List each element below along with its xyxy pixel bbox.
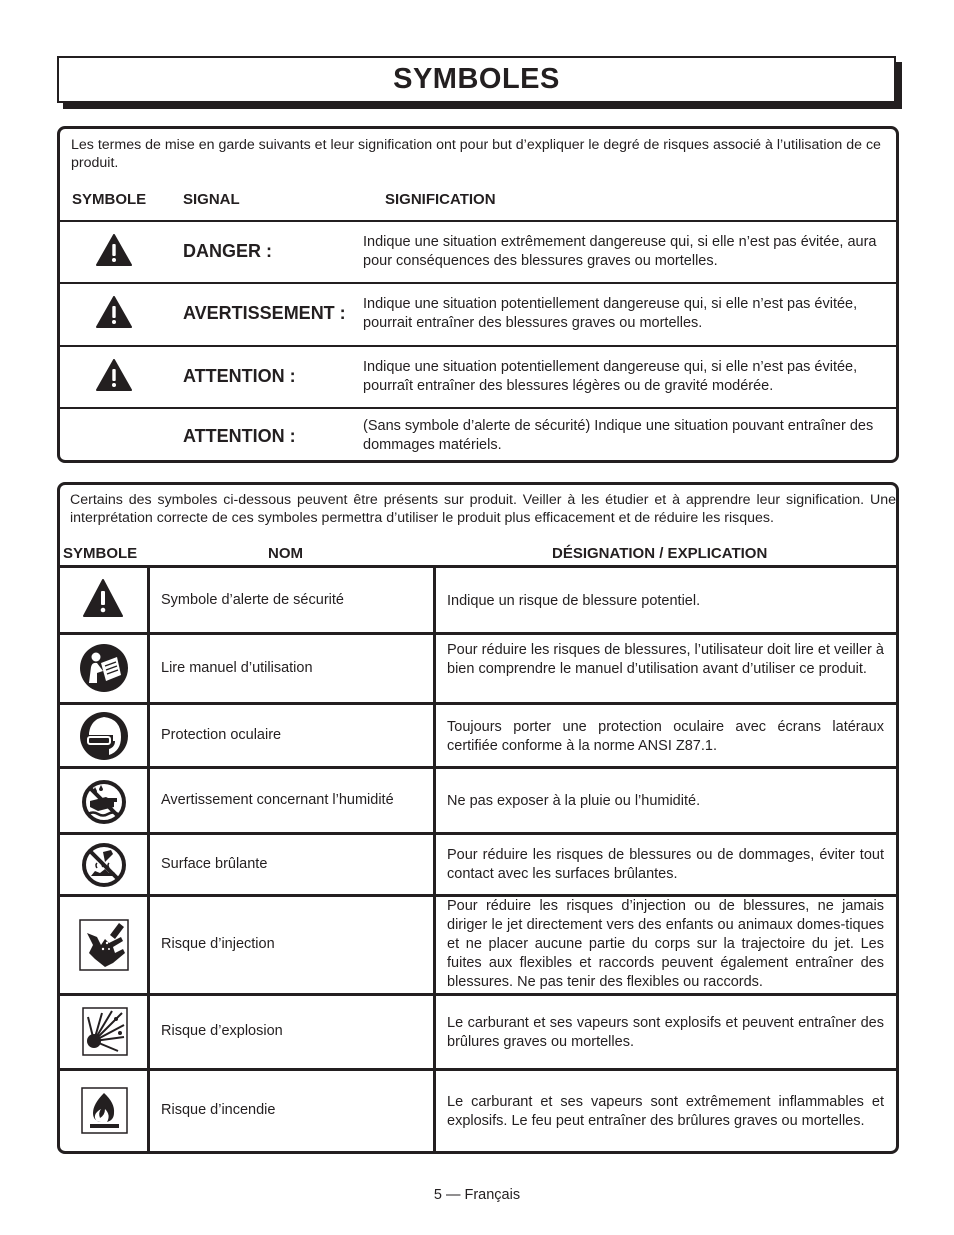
page-title-box <box>57 56 896 103</box>
wet-conditions-icon <box>81 779 127 825</box>
column-divider <box>433 565 436 1154</box>
symbol-desc: Pour réduire les risques d’injection ou de blessures, ne jamais diriger le jet directement vers des enfants ou animaux domes-tiques et ne placer aucune partie du corps sur la trajectoire du jet. Les fuites aux flexibles et raccords peuvent également entraîner des blessures. Ne pas tenir des flexibles ou raccords. <box>447 898 884 990</box>
symbol-name: Surface brûlante <box>161 856 268 872</box>
warning-triangle-icon <box>96 359 132 391</box>
symbol-name: Risque d’injection <box>161 936 275 952</box>
symbols-header-name: NOM <box>268 545 303 562</box>
symbols-header-symbol: SYMBOLE <box>63 545 138 562</box>
divider <box>60 220 896 222</box>
divider <box>60 766 896 769</box>
divider <box>60 832 896 835</box>
symbol-name: Protection oculaire <box>161 727 282 743</box>
eye-protection-icon <box>79 711 129 761</box>
signal-header-symbol: SYMBOLE <box>72 191 147 208</box>
divider <box>60 565 896 568</box>
signal-desc-warning: Indique une situation potentiellement dangereuse qui, si elle n’est pas évitée, pourrait entraîner des blessures graves ou mortelles. <box>363 296 858 331</box>
warning-triangle-icon <box>96 234 132 266</box>
signal-header-signal: SIGNAL <box>183 191 240 208</box>
symbol-desc: Pour réduire les risques de blessures ou de dommages, éviter tout contact avec les surfaces brûlantes. <box>447 847 884 882</box>
divider <box>60 282 896 284</box>
signal-header-meaning: SIGNIFICATION <box>385 191 496 208</box>
symbol-name: Lire manuel d’utilisation <box>161 660 313 676</box>
symbol-name: Risque d’incendie <box>161 1102 276 1118</box>
symbol-desc: Le carburant et ses vapeurs sont explosifs et peuvent entraîner des brûlures graves ou mortelles. <box>447 1015 884 1050</box>
symbol-name: Symbole d’alerte de sécurité <box>161 592 344 608</box>
signal-desc-danger: Indique une situation extrêmement dangereuse qui, si elle n’est pas évitée, aura pour conséquences des blessures graves ou mortelles. <box>363 234 877 269</box>
symbols-panel <box>57 482 899 1154</box>
symbol-desc: Toujours porter une protection oculaire avec écrans latéraux certifiée conforme à la norme ANSI Z87.1. <box>447 719 884 754</box>
symbols-header-desc: DÉSIGNATION / EXPLICATION <box>552 545 768 562</box>
symbol-name: Risque d’explosion <box>161 1023 283 1039</box>
explosion-hazard-icon <box>82 1007 128 1056</box>
symbols-intro: Certains des symboles ci-dessous peuvent être présents sur produit. Veiller à les étudier et à apprendre leur signification. Une interprétation correcte de ces symboles permettra d’utiliser le produit plus efficacement et de réduire les risques. <box>70 492 896 526</box>
signal-label-warning: AVERTISSEMENT : <box>183 303 346 323</box>
warning-triangle-icon <box>96 296 132 328</box>
signal-label-caution-noalert: ATTENTION : <box>183 426 296 446</box>
signal-intro: Les termes de mise en garde suivants et leur signification ont pour but d’expliquer le degré de risques associé à l’utilisation de ce produit. <box>71 137 881 171</box>
symbol-name: Avertissement concernant l’humidité <box>161 792 394 808</box>
column-divider <box>147 565 150 1154</box>
signal-label-danger: DANGER : <box>183 241 272 261</box>
symbol-desc: Ne pas exposer à la pluie ou l’humidité. <box>447 793 701 809</box>
signal-label-caution: ATTENTION : <box>183 366 296 386</box>
safety-alert-icon <box>83 579 123 617</box>
symbol-desc: Indique un risque de blessure potentiel. <box>447 593 701 609</box>
page-title: SYMBOLES <box>393 63 560 95</box>
divider <box>60 345 896 347</box>
fire-hazard-icon <box>81 1087 128 1134</box>
symbol-desc: Le carburant et ses vapeurs sont extrêmement inflammables et explosifs. Le feu peut entraîner des brûlures graves ou mortelles. <box>447 1094 884 1129</box>
signal-desc-caution: Indique une situation potentiellement dangereuse qui, si elle n’est pas évitée, pourraît entraîner des blessures légères ou de gravité modérée. <box>363 359 858 394</box>
symbol-desc: Pour réduire les risques de blessures, l’utilisateur doit lire et veiller à bien comprendre le manuel d’utilisation avant d’utiliser ce produit. <box>447 642 884 677</box>
hot-surface-icon <box>81 842 127 888</box>
read-manual-icon <box>79 643 129 693</box>
divider <box>60 702 896 705</box>
signal-desc-caution-noalert: (Sans symbole d’alerte de sécurité) Indique une situation pouvant entraîner des dommages matériels. <box>363 418 874 453</box>
divider <box>60 632 896 635</box>
injection-hazard-icon <box>79 919 129 971</box>
signal-words-panel <box>57 126 899 463</box>
page-footer: 5 — Français <box>433 1187 521 1203</box>
divider <box>60 993 896 996</box>
divider <box>60 1068 896 1071</box>
divider <box>60 407 896 409</box>
